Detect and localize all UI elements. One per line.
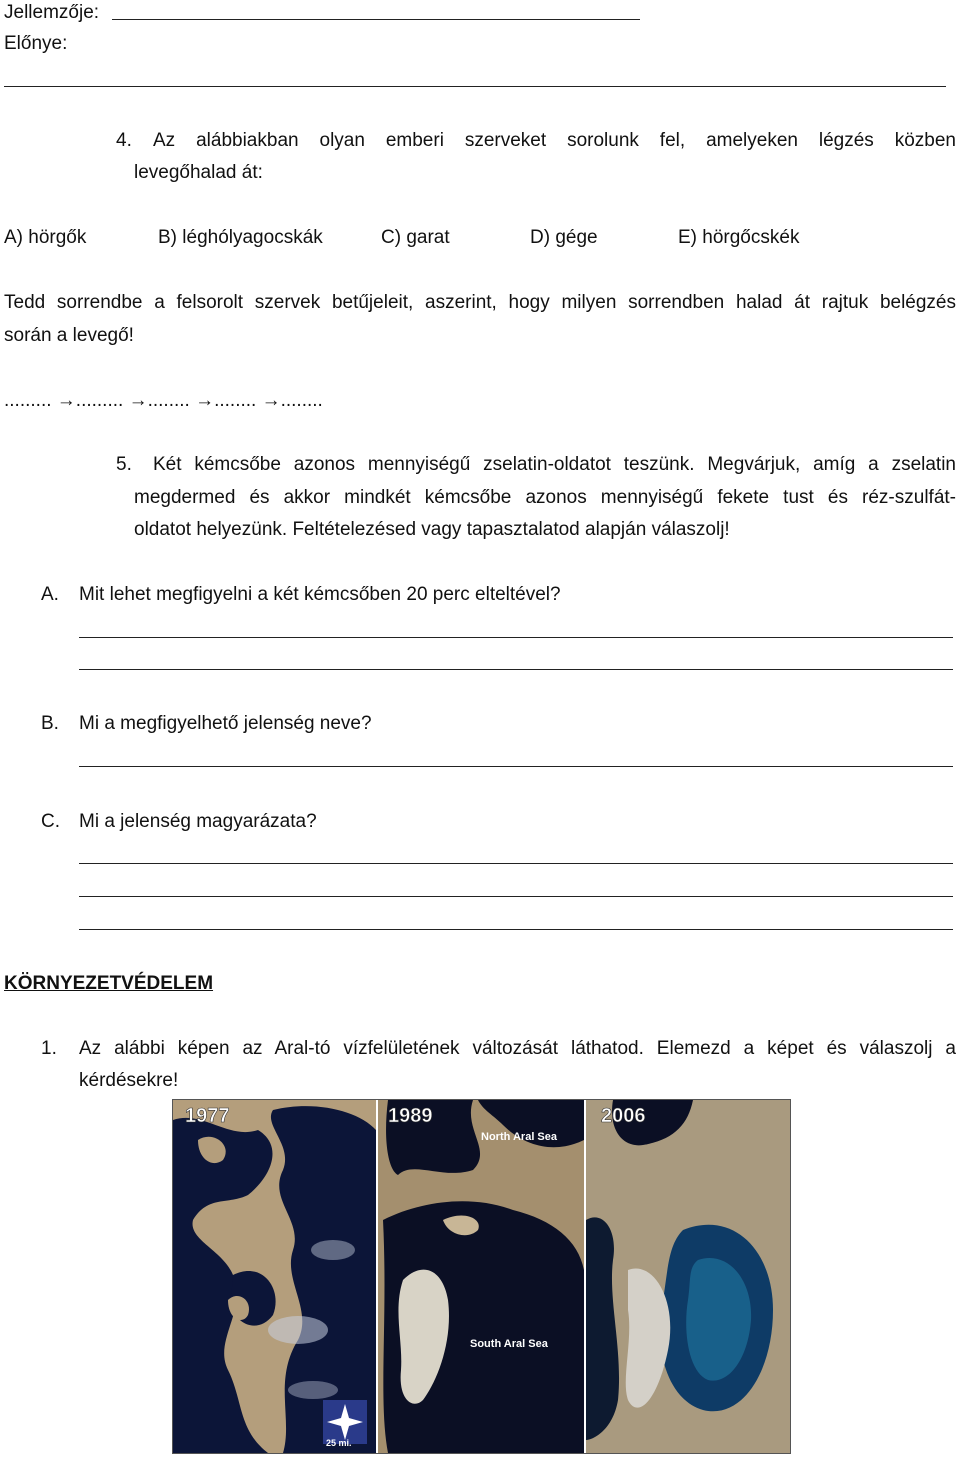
q4-text-line1: Az alábbiakban olyan emberi szerveket sorolunk fel, amelyeken légzés közben — [153, 130, 956, 151]
q5c-letter: C. — [41, 811, 60, 832]
q5a-answer-line[interactable] — [79, 637, 953, 638]
q4-option-a: A) hörgők — [4, 227, 87, 248]
q5-number: 5. — [116, 454, 132, 475]
year-label-2006: 2006 — [601, 1105, 646, 1127]
q4-option-b: B) léghólyagocskák — [158, 227, 323, 248]
q5a-letter: A. — [41, 584, 59, 605]
q5c-answer-line[interactable] — [79, 929, 953, 930]
q5b-letter: B. — [41, 713, 59, 734]
q4-option-d: D) gége — [530, 227, 598, 248]
env-q1-text-line2: kérdésekre! — [79, 1070, 179, 1091]
jellemzoje-label: Jellemzője: — [4, 2, 100, 23]
year-label-1977: 1977 — [185, 1105, 230, 1127]
q5a-answer-line[interactable] — [79, 669, 953, 670]
q4-text-line2: levegőhalad át: — [134, 162, 263, 183]
q4-instruction-line1: Tedd sorrendbe a felsorolt szervek betűjeleit, aszerint, hogy milyen sorrendben halad át rajtuk belégzés — [4, 292, 956, 313]
q5a-question: Mit lehet megfigyelni a két kémcsőben 20 perc elteltével? — [79, 584, 561, 605]
env-q1-text-line1: Az alábbi képen az Aral-tó vízfelületének változását láthatod. Elemezd a képet és válaszolj a — [79, 1038, 956, 1059]
q4-number: 4. — [116, 130, 132, 151]
q5-text-line3: oldatot helyezünk. Feltételezésed vagy tapasztalatod alapján válaszolj! — [134, 519, 730, 540]
q5-text-line2: megdermed és akkor mindkét kémcsőbe azonos mennyiségű fekete tust és réz-szulfát- — [134, 487, 956, 508]
aral-sea-satellite-image — [172, 1099, 791, 1454]
year-label-1989: 1989 — [388, 1105, 433, 1127]
q5c-question: Mi a jelenség magyarázata? — [79, 811, 317, 832]
q4-sequence-blanks[interactable]: ......... →......... →........ →........ →........ — [4, 390, 323, 411]
q5b-answer-line[interactable] — [79, 766, 953, 767]
env-q1-number: 1. — [41, 1038, 57, 1059]
q4-option-c: C) garat — [381, 227, 450, 248]
q4-instruction-line2: során a levegő! — [4, 325, 134, 346]
q5-text-line1: Két kémcsőbe azonos mennyiségű zselatin-oldatot teszünk. Megvárjuk, amíg a zselatin — [153, 454, 956, 475]
panel-2006 — [586, 1100, 790, 1453]
q5c-answer-line[interactable] — [79, 863, 953, 864]
q4-option-e: E) hörgőcskék — [678, 227, 800, 248]
panel-1989 — [378, 1100, 584, 1453]
north-aral-sea-label: North Aral Sea — [481, 1131, 558, 1143]
jellemzoje-answer-line[interactable] — [112, 19, 640, 20]
elonye-label: Előnye: — [4, 33, 68, 54]
q5c-answer-line[interactable] — [79, 896, 953, 897]
q5b-question: Mi a megfigyelhető jelenség neve? — [79, 713, 372, 734]
panel-1977 — [173, 1100, 376, 1453]
elonye-answer-line[interactable] — [4, 86, 946, 87]
south-aral-sea-label: South Aral Sea — [470, 1338, 548, 1350]
section-heading-kornyezetvedelem: KÖRNYEZETVÉDELEM — [4, 973, 214, 994]
scale-label: 25 mi. — [326, 1438, 352, 1448]
